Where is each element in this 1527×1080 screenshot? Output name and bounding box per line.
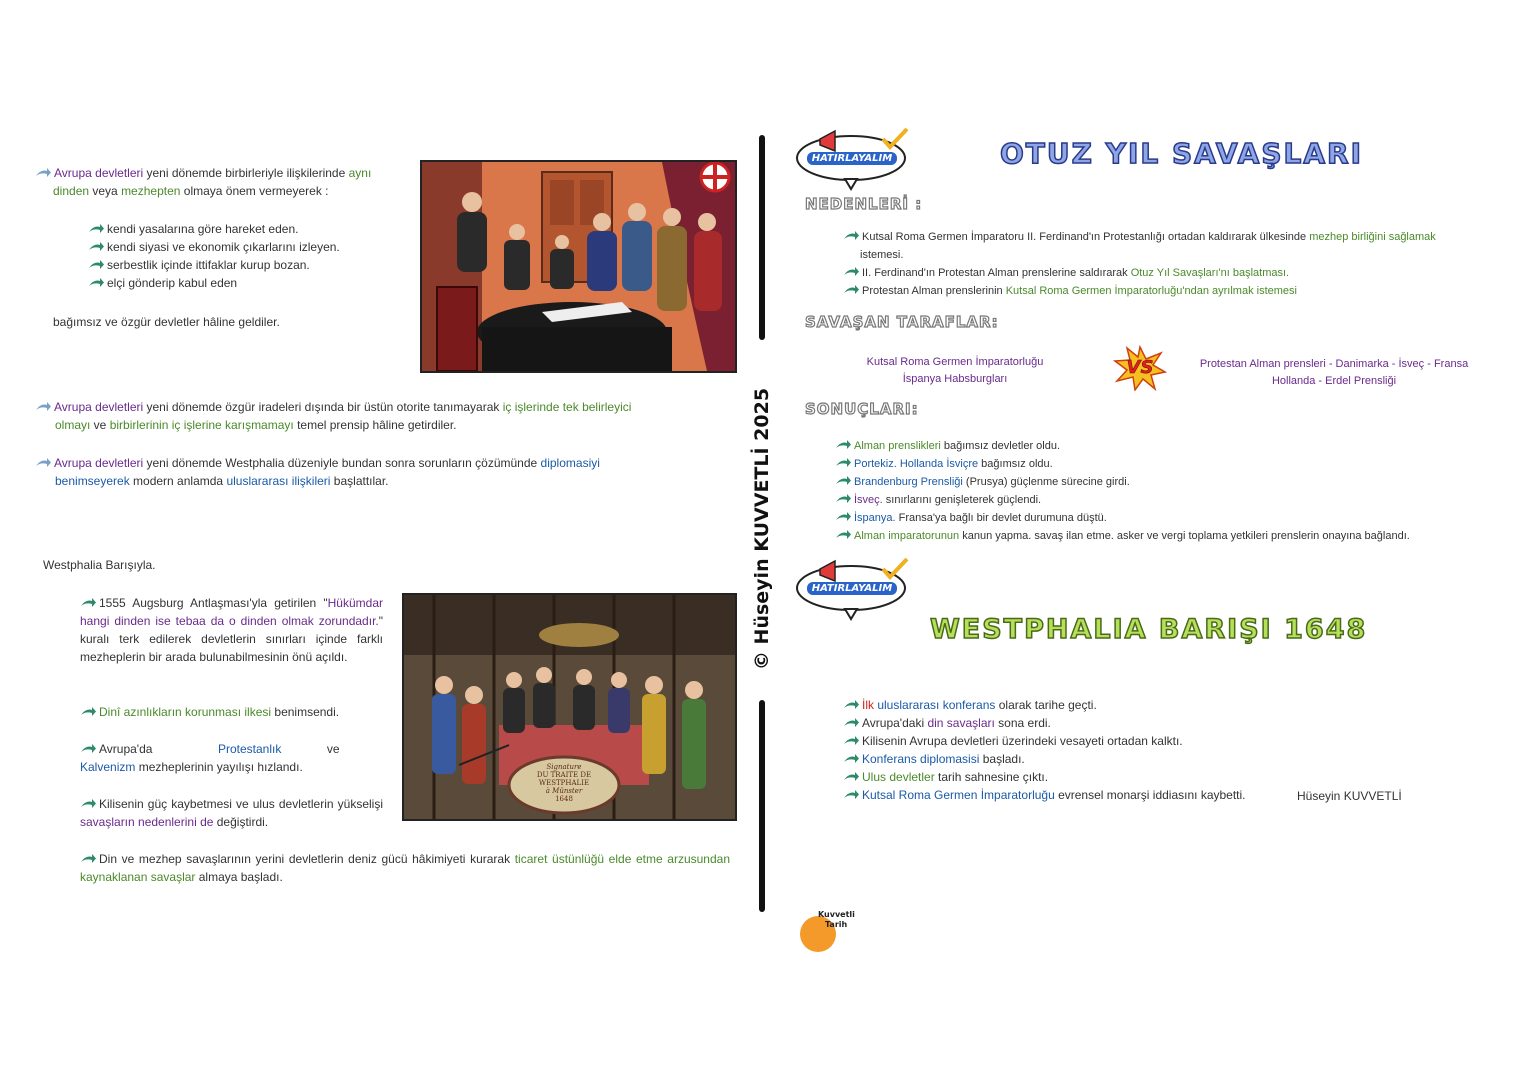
arrow-icon xyxy=(843,772,859,782)
side-a: Kutsal Roma Germen İmparatorluğu İspanya Habsburgları xyxy=(866,356,1044,385)
sovereignty-paragraph: Avrupa devletleri yeni dönemde özgür iradeleri dışında bir üstün otorite tanımayarak iç işlerinde tek belirleyici olmayı ve birbirlerinin iç işlerine karışmamayı temel prensip hâline getirdiler. xyxy=(35,398,733,434)
list-item: kendi siyasi ve ekonomik çıkarlarını izleyen. xyxy=(88,238,408,256)
list-item: elçi gönderip kabul eden xyxy=(88,274,408,292)
arrow-icon xyxy=(843,231,859,241)
diplomacy-paragraph: Avrupa devletleri yeni dönemde Westphalia düzeniyle bundan sonra sorunların çözümünde diplomasiyi benimseyerek modern anlamda uluslararası ilişkileri başlattılar. xyxy=(35,454,733,490)
arrow-icon xyxy=(80,854,96,864)
author-signature: Hüseyin KUVVETLİ xyxy=(1297,789,1402,803)
list-item: Alman imparatorunun kanun yapma. savaş ilan etme. asker ve vergi toplama yetkileri prenslerin onayına bağlandı. xyxy=(835,527,1485,545)
copyright-text: © Hüseyin KUVVETLİ 2025 xyxy=(751,387,773,671)
arrow-icon xyxy=(835,440,851,450)
sonuclari-list xyxy=(835,437,1485,545)
arrow-icon xyxy=(88,242,104,252)
divider-bottom xyxy=(759,700,765,912)
arrow-icon xyxy=(835,512,851,522)
arrow-icon xyxy=(35,168,51,178)
arrow-icon xyxy=(88,224,104,234)
arrow-icon xyxy=(35,458,51,468)
state-traits-list xyxy=(88,220,408,292)
arrow-icon xyxy=(88,260,104,270)
list-item: Kutsal Roma Germen İmparatorluğu evrensel monarşi iddiasını kaybetti. xyxy=(843,786,1443,804)
list-item: Protestan Alman prenslerinin Kutsal Roma Germen İmparatorluğu'ndan ayrılmak istemesi xyxy=(843,282,1503,300)
arrow-icon xyxy=(835,476,851,486)
taraflar-heading: SAVAŞAN TARAFLAR: xyxy=(805,313,999,331)
list-item: Kilisenin Avrupa devletleri üzerindeki vesayeti ortadan kalktı. xyxy=(843,732,1443,750)
westphalia-point-5: Din ve mezhep savaşlarının yerini devletlerin deniz gücü hâkimiyeti kurarak ticaret üstünlüğü elde etme arzusundan kaynaklanan savaşlar almaya başladı. xyxy=(80,852,730,884)
nedenleri-list xyxy=(843,228,1503,300)
westphalia-point-2: Dinî azınlıkların korunması ilkesi benimsendi. xyxy=(80,703,339,721)
westphalia-intro: Westphalia Barışıyla. xyxy=(43,558,156,572)
arrow-icon xyxy=(835,458,851,468)
list-item: Alman prenslikleri bağımsız devletler oldu. xyxy=(835,437,1485,455)
list-item: kendi yasalarına göre hareket eden. xyxy=(88,220,408,238)
painting-caption: Signature DU TRAITE DE WESTPHALIE à Münster 1648 xyxy=(536,763,592,803)
list-item-continuation: istemesi. xyxy=(860,249,904,261)
arrow-icon xyxy=(843,718,859,728)
intro-paragraph-end: bağımsız ve özgür devletler hâline geldiler. xyxy=(53,315,280,329)
arrow-icon xyxy=(80,707,96,717)
list-item: Brandenburg Prensliği (Prusya) güçlenme sürecine girdi. xyxy=(835,473,1485,491)
list-item: İsveç. sınırlarını genişleterek güçlendi. xyxy=(835,491,1485,509)
signing-illustration xyxy=(420,160,737,373)
arrow-icon xyxy=(80,799,96,809)
vs-icon: VS xyxy=(1113,345,1167,391)
arrow-icon xyxy=(843,267,859,277)
list-item: Portekiz. Hollanda İsviçre bağımsız oldu. xyxy=(835,455,1485,473)
list-item: II. Ferdinand'ın Protestan Alman prenslerine saldırarak Otuz Yıl Savaşları'nı başlatması. xyxy=(843,264,1503,282)
arrow-icon xyxy=(843,700,859,710)
arrow-icon xyxy=(80,598,96,608)
arrow-icon xyxy=(88,278,104,288)
title-otuz-yil: OTUZ YIL SAVAŞLARI xyxy=(1000,137,1364,170)
side-b: Protestan Alman prensleri - Danimarka - İsveç - Fransa Hollanda - Erdel Prensliği xyxy=(1199,358,1469,387)
nedenleri-heading: NEDENLERİ : xyxy=(805,195,923,213)
title-westphalia: WESTPHALIA BARIŞI 1648 xyxy=(930,614,1368,645)
arrow-icon xyxy=(843,754,859,764)
arrow-icon xyxy=(843,285,859,295)
arrow-icon xyxy=(843,790,859,800)
hatirlayalim-badge-2: HATIRLAYALIM xyxy=(795,555,915,623)
arrow-icon xyxy=(843,736,859,746)
hatirlayalim-badge: HATIRLAYALIM xyxy=(795,125,915,193)
kuvvetli-tarih-logo: Kuvvetli Tarih xyxy=(800,912,860,952)
arrow-icon xyxy=(35,402,51,412)
westphalia-signing-illustration xyxy=(402,593,737,821)
list-item: İlk uluslararası konferans olarak tarihe geçti. xyxy=(843,696,1443,714)
westphalia-point-3: Avrupa'da Protestanlık ve Kalvenizm mezheplerinin yayılışı hızlandı. xyxy=(80,742,358,774)
barisi-list xyxy=(843,696,1443,804)
intro-paragraph: Avrupa devletleri yeni dönemde birbirleriyle ilişkilerinde aynı dinden veya mezhepten olmaya önem vermeyerek : xyxy=(35,164,405,200)
list-item: İspanya. Fransa'ya bağlı bir devlet durumuna düştü. xyxy=(835,509,1485,527)
westphalia-point-1: 1555 Augsburg Antlaşması'yla getirilen "Hükümdar hangi dinden ise tebaa da o dinden olmak zorundadır." kuralı terk edilerek devletlerin sınırları içinde farklı mezheplerin bir arada bulunabilmesinin önü açıldı. xyxy=(80,596,383,664)
list-item: Avrupa'daki din savaşları sona erdi. xyxy=(843,714,1443,732)
arrow-icon xyxy=(835,494,851,504)
westphalia-point-4: Kilisenin güç kaybetmesi ve ulus devletlerin yükselişi savaşların nedenlerini de değiştirdi. xyxy=(80,797,383,829)
list-item: Ulus devletler tarih sahnesine çıktı. xyxy=(843,768,1443,786)
arrow-icon xyxy=(835,530,851,540)
list-item: Kutsal Roma Germen İmparatoru II. Ferdinand'ın Protestanlığı ortadan kaldırarak ülkesinde mezhep birliğini sağlamak xyxy=(843,228,1503,246)
list-item: serbestlik içinde ittifaklar kurup bozan. xyxy=(88,256,408,274)
sonuclari-heading: SONUÇLARI: xyxy=(805,400,919,418)
list-item: Konferans diplomasisi başladı. xyxy=(843,750,1443,768)
divider-top xyxy=(759,135,765,340)
arrow-icon xyxy=(80,744,96,754)
